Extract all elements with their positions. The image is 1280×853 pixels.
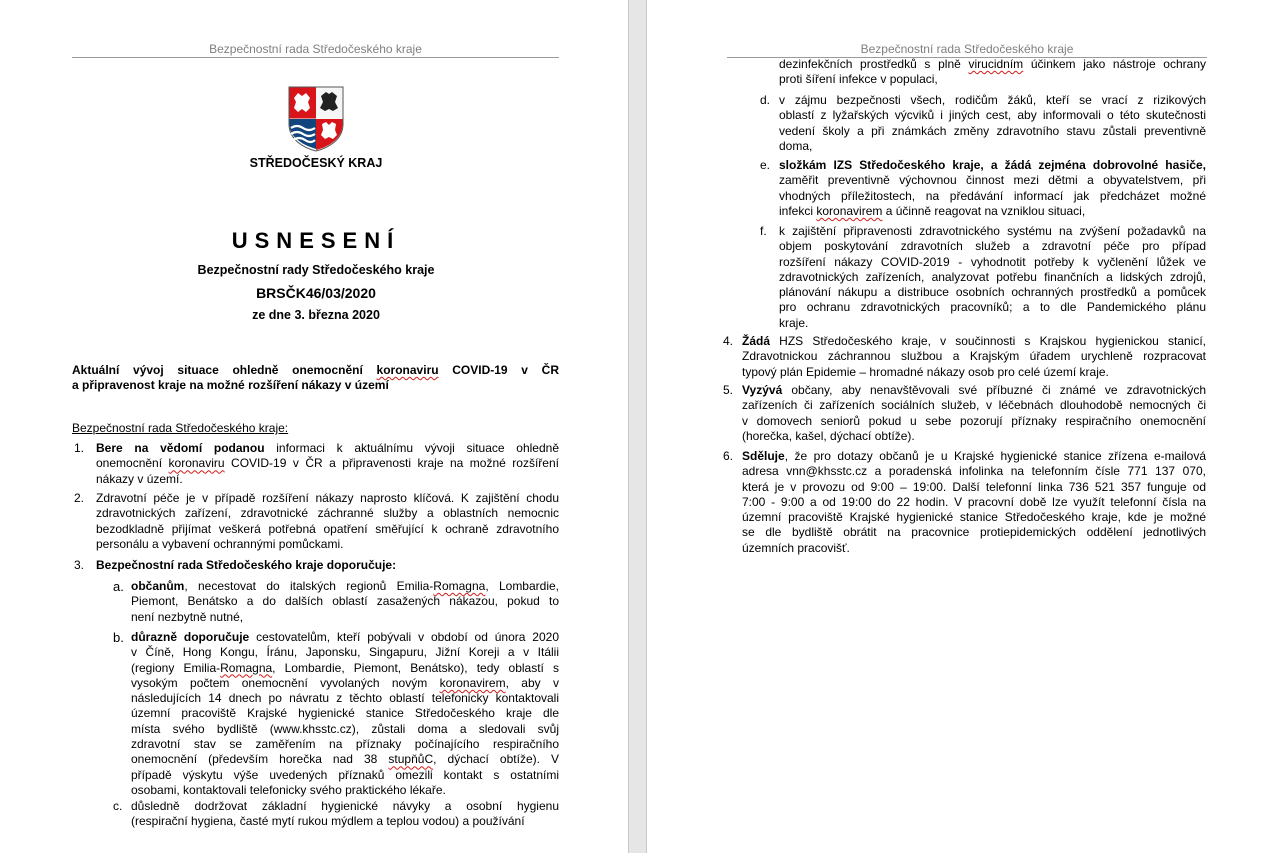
item-3b-text: důrazně doporučuje cestovatelům, kteří pobývali v období od února 2020 v Číně, Hong Kongu, Íránu, Japonsku, Singapuru, Jižní Koreji a v Itálii (regiony Emilia-Romagna, Lombardie, Piemont, Benátsko), tedy oblastí s vysokým počtem onemocnění vyvolaných novým koronavirem, aby v následujících 14 dnech po návratu z těchto oblastí telefonicky kontaktovali územní pracoviště Krajské hygienické stanice Středočeského kraje dle místa svého bydliště (www.khsstc.cz), zůstali doma a sledovali svůj zdravotní stav se zaměřením na příznaky počínajícího respiračního onemocnění (především horečka nad 38 stupňůC, dýchací obtíže). V případě výskytu výše uvedených příznaků omezili kontakt s ostatními osobami, kontaktovali telefonicky svého praktického lékaře. [131,630,560,797]
document-page-2 [646,0,1280,853]
crest-label: STŘEDOČESKÝ KRAJ [249,156,383,170]
item-3-heading: Bezpečnostní rada Středočeského kraje doporučuje: [96,558,397,572]
item-3a-letter: a. [113,579,124,594]
item-1-number: 1. [74,441,85,455]
item-3c-continuation: dezinfekčních prostředků s plně virucidním účinkem jako nástroje ochrany proti šíření infekce v populaci, [779,57,1206,87]
item-3f-text: k zajištění připravenosti zdravotnického systému na zvýšení požadavků na objem poskytování zdravotních služeb a zdravotní péče pro případ rozšíření nákazy COVID-2019 - vyhodnotit potřeby k vyčlenění lůžek ve zdravotnických zařízeních, analyzovat potřebu finančních a lidských zdrojů, plánování nákupu a distribuce osobních ochranných prostředků a pomůcek pro ochranu zdravotnických pracovníků; a to dle Pandemického plánu kraje. [779,224,1206,330]
item-4-number: 4. [723,334,734,348]
item-2-text: Zdravotní péče je v případě rozšíření nákazy naprosto klíčová. K zajištění chodu zdravotnických zařízení, zdravotnické záchranné služby a oblastních nemocnic bezodkladně přijímat veškerá potřebná opatření směřující k ochraně zdravotního personálu a vybavení ochrannými pomůckami. [96,491,559,551]
item-2-number: 2. [74,491,85,505]
item-5-number: 5. [723,383,734,397]
item-6-number: 6. [723,449,734,463]
document-page-1 [0,0,629,853]
document-title: USNESENÍ [231,228,401,253]
coat-of-arms-icon [288,86,344,152]
item-3d-text: v zájmu bezpečnosti všech, rodičům žáků, kteří se vrací z rizikových oblastí z lyžařských výcviků i jiných cest, aby informovali o této skutečnosti vedení školy a při známkách změny zdravotního stavu zůstali preventivně doma, [779,93,1206,153]
document-date: ze dne 3. března 2020 [252,308,380,322]
item-5-text: Vyzývá občany, aby nenavštěvovali své příbuzné či známé ve zdravotnických zařízeních či zařízeních sociálních služeb, v léčebnách dlouhodobě nemocných či v domovech seniorů pokud u sebe pozorují příznaky respiračního onemocnění (horečka, kašel, dýchací obtíže). [742,383,1206,443]
item-3b-letter: b. [113,630,124,645]
council-name: Bezpečnostní rady Středočeského kraje [197,263,435,277]
item-4-text: Žádá HZS Středočeského kraje, v součinnosti s Krajskou hygienickou stanicí, Zdravotnickou záchrannou službou a Krajským úřadem urychleně rozpracovat typový plán Epidemie – hromadné nákazy osob pro celé území kraje. [742,334,1206,379]
item-6-text: Sděluje, že pro dotazy občanů je u Krajské hygienické stanice zřízena e-mailová adresa vnn@khsstc.cz a poradenská infolinka na telefonním čísle 771 137 070, která je v provozu od 9:00 – 19:00. Další telefonní linka 736 521 357 funguje od 7:00 - 9:00 a od 19:00 do 22 hodin. V pracovní době lze využít telefonní čísla na územní pracoviště Krajské hygienické stanice Středočeského kraje, kde je možné se dle bydliště obrátit na pracovnice protiepidemických oddělení jednotlivých územních pracovišť. [742,449,1206,555]
document-number: BRSČK46/03/2020 [256,285,376,301]
item-1-text: Bere na vědomí podanou informaci k aktuálnímu vývoji situace ohledně onemocnění koronaviru COVID-19 v ČR a připravenosti kraje na možné rozšíření nákazy v území. [96,441,559,486]
item-3f-letter: f. [760,224,767,238]
page-header: Bezpečnostní rada Středočeského kraje [72,42,559,58]
item-3e-letter: e. [760,158,771,172]
subject-line-1: Aktuální vývoj situace ohledně onemocnění koronaviru COVID-19 v ČR [72,363,560,377]
item-3-number: 3. [74,558,85,572]
item-3d-letter: d. [760,93,771,107]
item-3c-text: důsledně dodržovat základní hygienické návyky a osobní hygienu (respirační hygiena, časté mytí rukou mýdlem a teplou vodou) a používání [131,799,559,829]
item-3e-text: složkám IZS Středočeského kraje, a žádá zejména dobrovolné hasiče, zaměřit preventivně výchovnou činnost mezi dětmi a obyvatelstvem, při vhodných příležitostech, na předávání informací jak předcházet možné infekci koronavirem a účinně reagovat na vzniklou situaci, [779,158,1206,218]
resolution-intro: Bezpečnostní rada Středočeského kraje: [72,421,289,435]
item-3c-letter: c. [113,799,123,813]
item-3a-text: občanům, necestovat do italských regionů Emilia-Romagna, Lombardie, Piemont, Benátsko a do dalších oblastí zasažených nákazou, pokud to není nezbytně nutné, [131,579,559,624]
page-header: Bezpečnostní rada Středočeského kraje [727,42,1207,58]
subject-line-2: a připravenost kraje na možné rozšíření nákazy v území [72,378,389,392]
